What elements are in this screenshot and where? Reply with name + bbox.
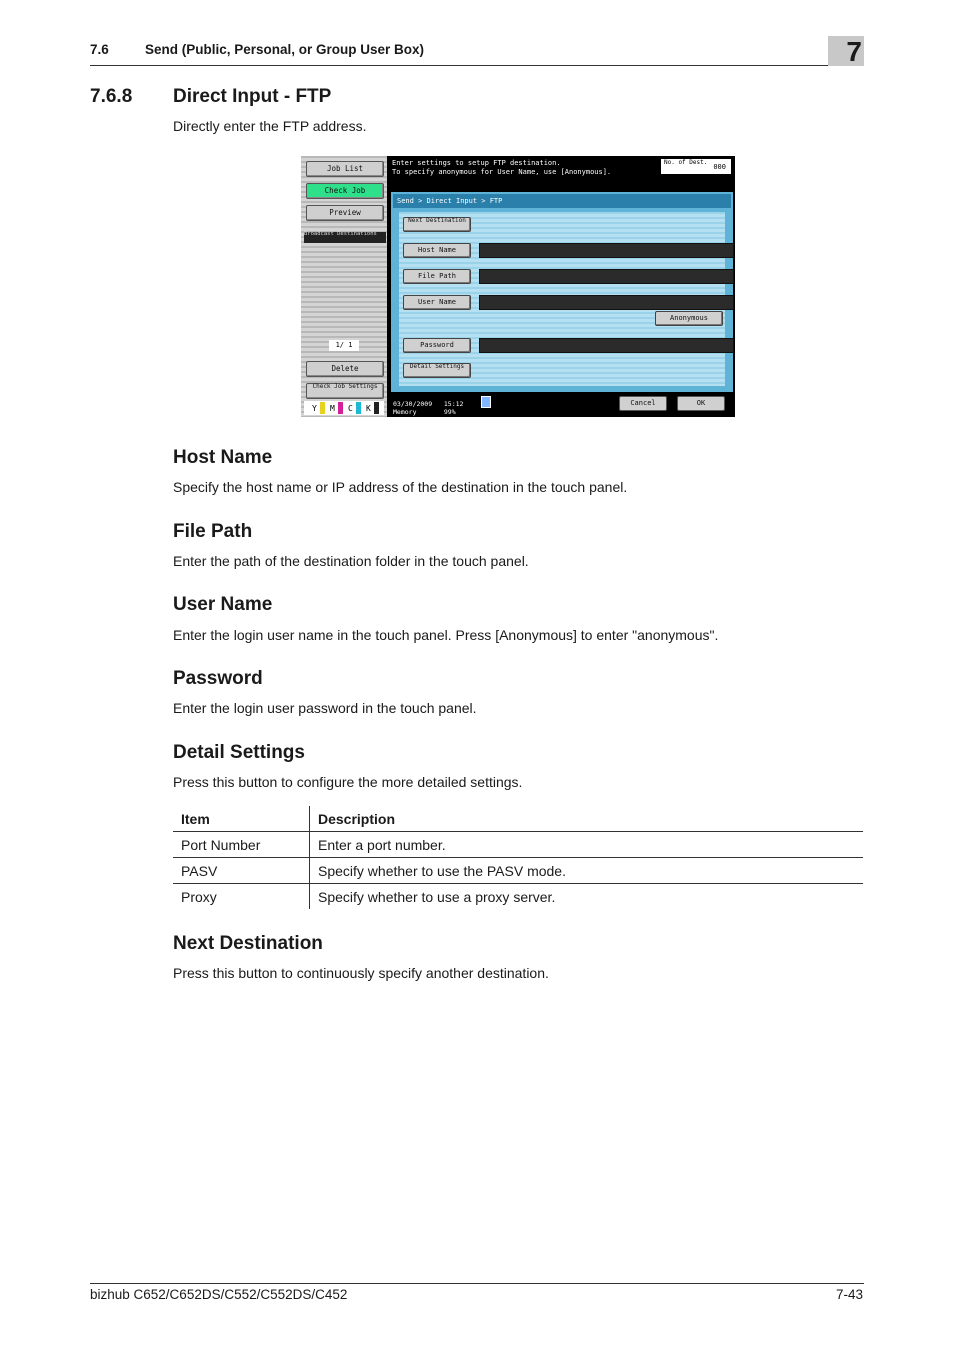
host-name-field[interactable] xyxy=(479,243,734,258)
toner-label-m: M xyxy=(330,404,335,413)
footer-page-number: 7-43 xyxy=(835,1287,863,1302)
toner-level-magenta xyxy=(338,402,343,414)
file-path-description: Enter the path of the destination folder in the touch panel. xyxy=(173,553,529,569)
table-cell-item: Proxy xyxy=(173,884,310,910)
toner-indicator xyxy=(304,401,384,415)
password-field[interactable] xyxy=(479,338,734,353)
toner-level-yellow xyxy=(320,402,325,414)
table-cell-description: Specify whether to use a proxy server. xyxy=(318,888,556,905)
toner-label-k: K xyxy=(366,404,371,413)
header-section-number: 7.6 xyxy=(90,42,109,57)
next-destination-description: Press this button to continuously specify another destination. xyxy=(173,965,549,981)
toner-level-cyan xyxy=(356,402,361,414)
detail-settings-heading: Detail Settings xyxy=(173,742,305,763)
file-path-heading: File Path xyxy=(173,521,253,542)
panel-message: Enter settings to setup FTP destination. To specify anonymous for User Name, use [Anonymous]. xyxy=(392,159,612,176)
broadcast-destinations-label: Broadcast Destinations xyxy=(304,232,386,243)
table-row xyxy=(173,832,863,858)
anonymous-button[interactable]: Anonymous xyxy=(655,311,723,326)
page-indicator: 1/ 1 xyxy=(329,340,359,351)
section-intro: Directly enter the FTP address. xyxy=(173,118,367,134)
ftp-settings-area xyxy=(391,192,733,414)
password-heading: Password xyxy=(173,668,263,689)
table-header-row xyxy=(173,806,863,832)
destination-counter xyxy=(661,159,731,174)
user-name-field[interactable] xyxy=(479,295,734,310)
table-header-description: Description xyxy=(310,806,864,832)
password-description: Enter the login user password in the touch panel. xyxy=(173,700,477,716)
check-job-settings-button[interactable]: Check Job Settings xyxy=(306,383,384,399)
touch-panel-screenshot xyxy=(301,156,735,417)
footer-model: bizhub C652/C652DS/C552/C552DS/C452 xyxy=(90,1287,348,1302)
next-destination-button[interactable]: Next Destination xyxy=(403,217,471,232)
file-path-field[interactable] xyxy=(479,269,734,284)
panel-left-sidebar xyxy=(301,156,387,417)
network-icon xyxy=(481,396,491,408)
table-row xyxy=(173,884,863,910)
table-cell-item: PASV xyxy=(173,858,310,884)
toner-label-c: C xyxy=(348,404,353,413)
section-number: 7.6.8 xyxy=(90,86,133,107)
check-job-button[interactable]: Check Job xyxy=(306,183,384,199)
table-header-item: Item xyxy=(173,806,310,832)
table-cell-description: Specify whether to use the PASV mode. xyxy=(310,858,864,884)
detail-settings-table xyxy=(173,806,863,909)
user-name-description: Enter the login user name in the touch panel. Press [Anonymous] to enter "anonymous". xyxy=(173,627,719,643)
header-divider xyxy=(90,65,864,66)
file-path-button[interactable]: File Path xyxy=(403,269,471,284)
toner-level-black xyxy=(374,402,379,414)
destination-counter-label: No. of Dest. xyxy=(664,159,708,166)
section-title: Direct Input - FTP xyxy=(173,86,332,107)
user-name-heading: User Name xyxy=(173,594,273,615)
delete-button[interactable]: Delete xyxy=(306,361,384,377)
footer-divider xyxy=(90,1283,864,1284)
host-name-button[interactable]: Host Name xyxy=(403,243,471,258)
job-list-button[interactable]: Job List xyxy=(306,161,384,177)
ftp-form xyxy=(399,212,725,386)
table-row xyxy=(173,858,863,884)
preview-button[interactable]: Preview xyxy=(306,205,384,221)
panel-datetime-memory: 03/30/2009 15:12 Memory 99% xyxy=(393,400,464,416)
user-name-button[interactable]: User Name xyxy=(403,295,471,310)
next-destination-heading: Next Destination xyxy=(173,933,323,954)
cancel-button[interactable]: Cancel xyxy=(619,396,667,411)
ok-button[interactable]: OK xyxy=(677,396,725,411)
chapter-number-badge: 7 xyxy=(828,36,864,66)
table-cell-item: Port Number xyxy=(173,832,310,858)
host-name-heading: Host Name xyxy=(173,447,273,468)
table-cell-description: Enter a port number. xyxy=(310,832,864,858)
detail-settings-description: Press this button to configure the more detailed settings. xyxy=(173,774,523,790)
header-section-title: Send (Public, Personal, or Group User Box) xyxy=(145,42,425,57)
password-button[interactable]: Password xyxy=(403,338,471,353)
breadcrumb: Send > Direct Input > FTP xyxy=(393,194,731,208)
host-name-description: Specify the host name or IP address of the destination in the touch panel. xyxy=(173,479,628,495)
destination-counter-value: 000 xyxy=(713,163,726,171)
panel-main xyxy=(389,156,735,417)
detail-settings-button[interactable]: Detail Settings xyxy=(403,363,471,378)
toner-label-y: Y xyxy=(312,404,317,413)
